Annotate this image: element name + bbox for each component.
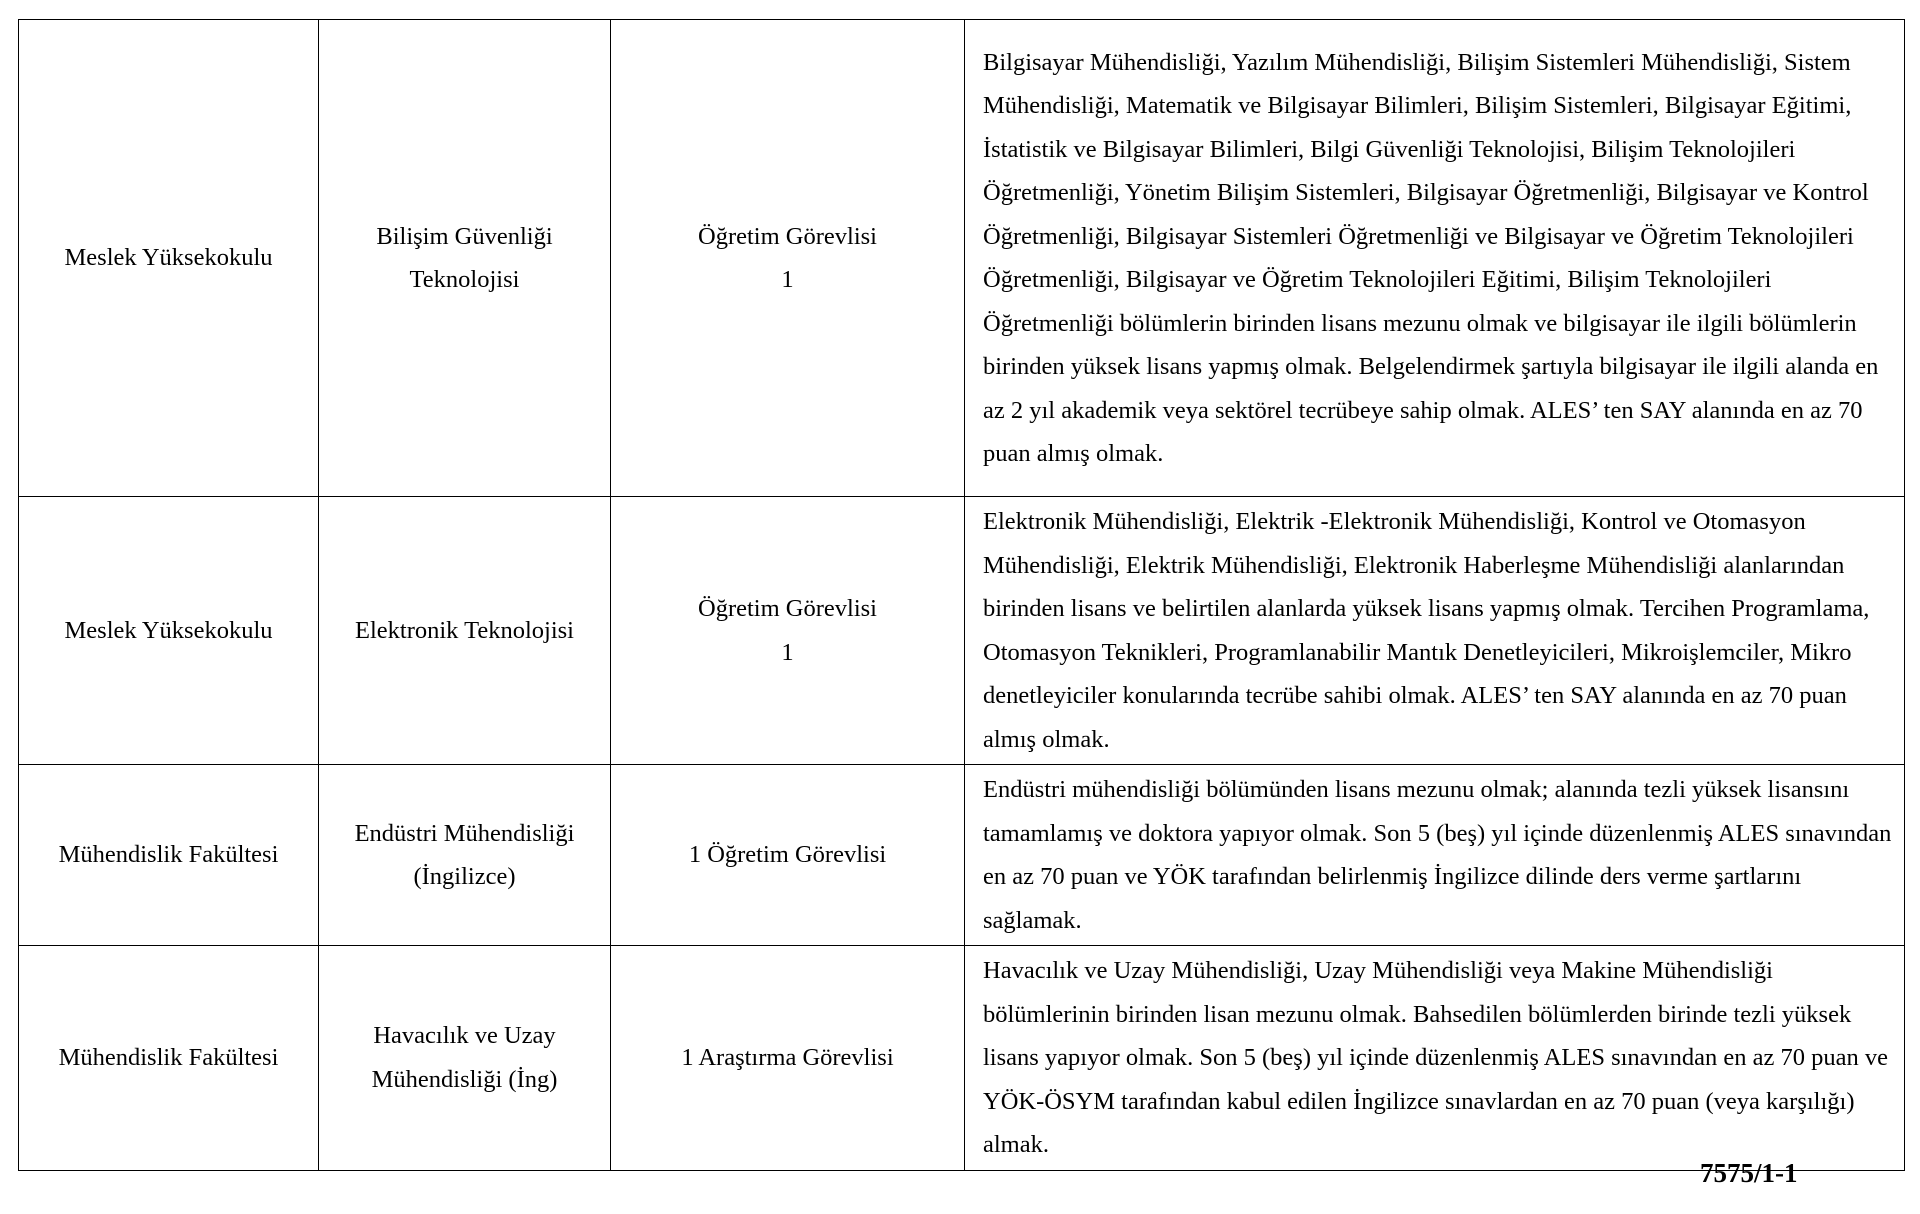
unit-cell: Mühendislik Fakültesi xyxy=(19,946,319,1171)
department-cell xyxy=(319,946,611,1171)
department-label: Elektronik Teknolojisi xyxy=(355,616,574,644)
table-row xyxy=(19,497,1905,765)
unit-cell: Mühendislik Fakültesi xyxy=(19,765,319,946)
position-cell xyxy=(611,946,965,1171)
requirements-cell: Elektronik Mühendisliği, Elektrik -Elektronik Mühendisliği, Kontrol ve Otomasyon Mühendisliği, Elektrik Mühendisliği, Elektronik Haberleşme Mühendisliği alanlarından birinden lisans ve belirtilen alanlarda yüksek lisans yapmış olmak. Tercihen Programlama, Otomasyon Teknikleri, Programlanabilir Mantık Denetleyicileri, Mikroişlemciler, Mikro denetleyiciler konularında tecrübe sahibi olmak. ALES’ ten SAY alanında en az 70 puan almış olmak. xyxy=(965,497,1905,765)
position-title: Öğretim Görevlisi xyxy=(698,595,877,622)
department-cell xyxy=(319,20,611,497)
unit-cell: Meslek Yüksekokulu xyxy=(19,20,319,497)
positions-table xyxy=(18,19,1905,1171)
position-count: 1 xyxy=(781,638,794,666)
table-row xyxy=(19,20,1905,497)
department-label: Havacılık ve Uzay Mühendisliği (İng) xyxy=(371,1022,558,1093)
requirements-cell: Havacılık ve Uzay Mühendisliği, Uzay Mühendisliği veya Makine Mühendisliği bölümlerinin birinden lisan mezunu olmak. Bahsedilen bölümlerden birinde tezli yüksek lisans yapıyor olmak. Son 5 (beş) yıl içinde düzenlenmiş ALES sınavından en az 70 puan ve YÖK-ÖSYM tarafından kabul edilen İngilizce sınavlardan en az 70 puan (veya karşılığı) almak. xyxy=(965,946,1905,1171)
requirements-cell: Endüstri mühendisliği bölümünden lisans mezunu olmak; alanında tezli yüksek lisansını tamamlamış ve doktora yapıyor olmak. Son 5 (beş) yıl içinde düzenlenmiş ALES sınavından en az 70 puan ve YÖK tarafından belirlenmiş İngilizce dilinde ders verme şartlarını sağlamak. xyxy=(965,765,1905,946)
position-cell xyxy=(611,497,965,765)
position-cell xyxy=(611,765,965,946)
position-title: Öğretim Görevlisi xyxy=(698,222,877,250)
table-row xyxy=(19,946,1905,1171)
department-cell xyxy=(319,765,611,946)
position-title: 1 Araştırma Görevlisi xyxy=(681,1044,894,1071)
document-code: 7575/1-1 xyxy=(1700,1158,1798,1188)
position-cell xyxy=(611,20,965,497)
table-row xyxy=(19,765,1905,946)
department-cell xyxy=(319,497,611,765)
position-count: 1 xyxy=(781,266,794,293)
department-label: Bilişim Güvenliği Teknolojisi xyxy=(376,222,553,293)
position-title: 1 Öğretim Görevlisi xyxy=(688,841,887,869)
department-label: Endüstri Mühendisliği (İngilizce) xyxy=(354,819,575,890)
requirements-cell: Bilgisayar Mühendisliği, Yazılım Mühendisliği, Bilişim Sistemleri Mühendisliği, Sistem Mühendisliği, Matematik ve Bilgisayar Bilimleri, Bilişim Sistemleri, Bilgisayar Eğitimi, İstatistik ve Bilgisayar Bilimleri, Bilgi Güvenliği Teknolojisi, Bilişim Teknolojileri Öğretmenliği, Yönetim Bilişim Sistemleri, Bilgisayar Öğretmenliği, Bilgisayar ve Kontrol Öğretmenliği, Bilgisayar Sistemleri Öğretmenliği ve Bilgisayar ve Öğretim Teknolojileri Öğretmenliği, Bilgisayar ve Öğretim Teknolojileri Eğitimi, Bilişim Teknolojileri Öğretmenliği bölümlerin birinden lisans mezunu olmak ve bilgisayar ile ilgili bölümlerin birinden yüksek lisans yapmış olmak. Belgelendirmek şartıyla bilgisayar ile ilgili alanda en az 2 yıl akademik veya sektörel tecrübeye sahip olmak. ALES’ ten SAY alanında en az 70 puan almış olmak. xyxy=(965,20,1905,497)
unit-cell: Meslek Yüksekokulu xyxy=(19,497,319,765)
